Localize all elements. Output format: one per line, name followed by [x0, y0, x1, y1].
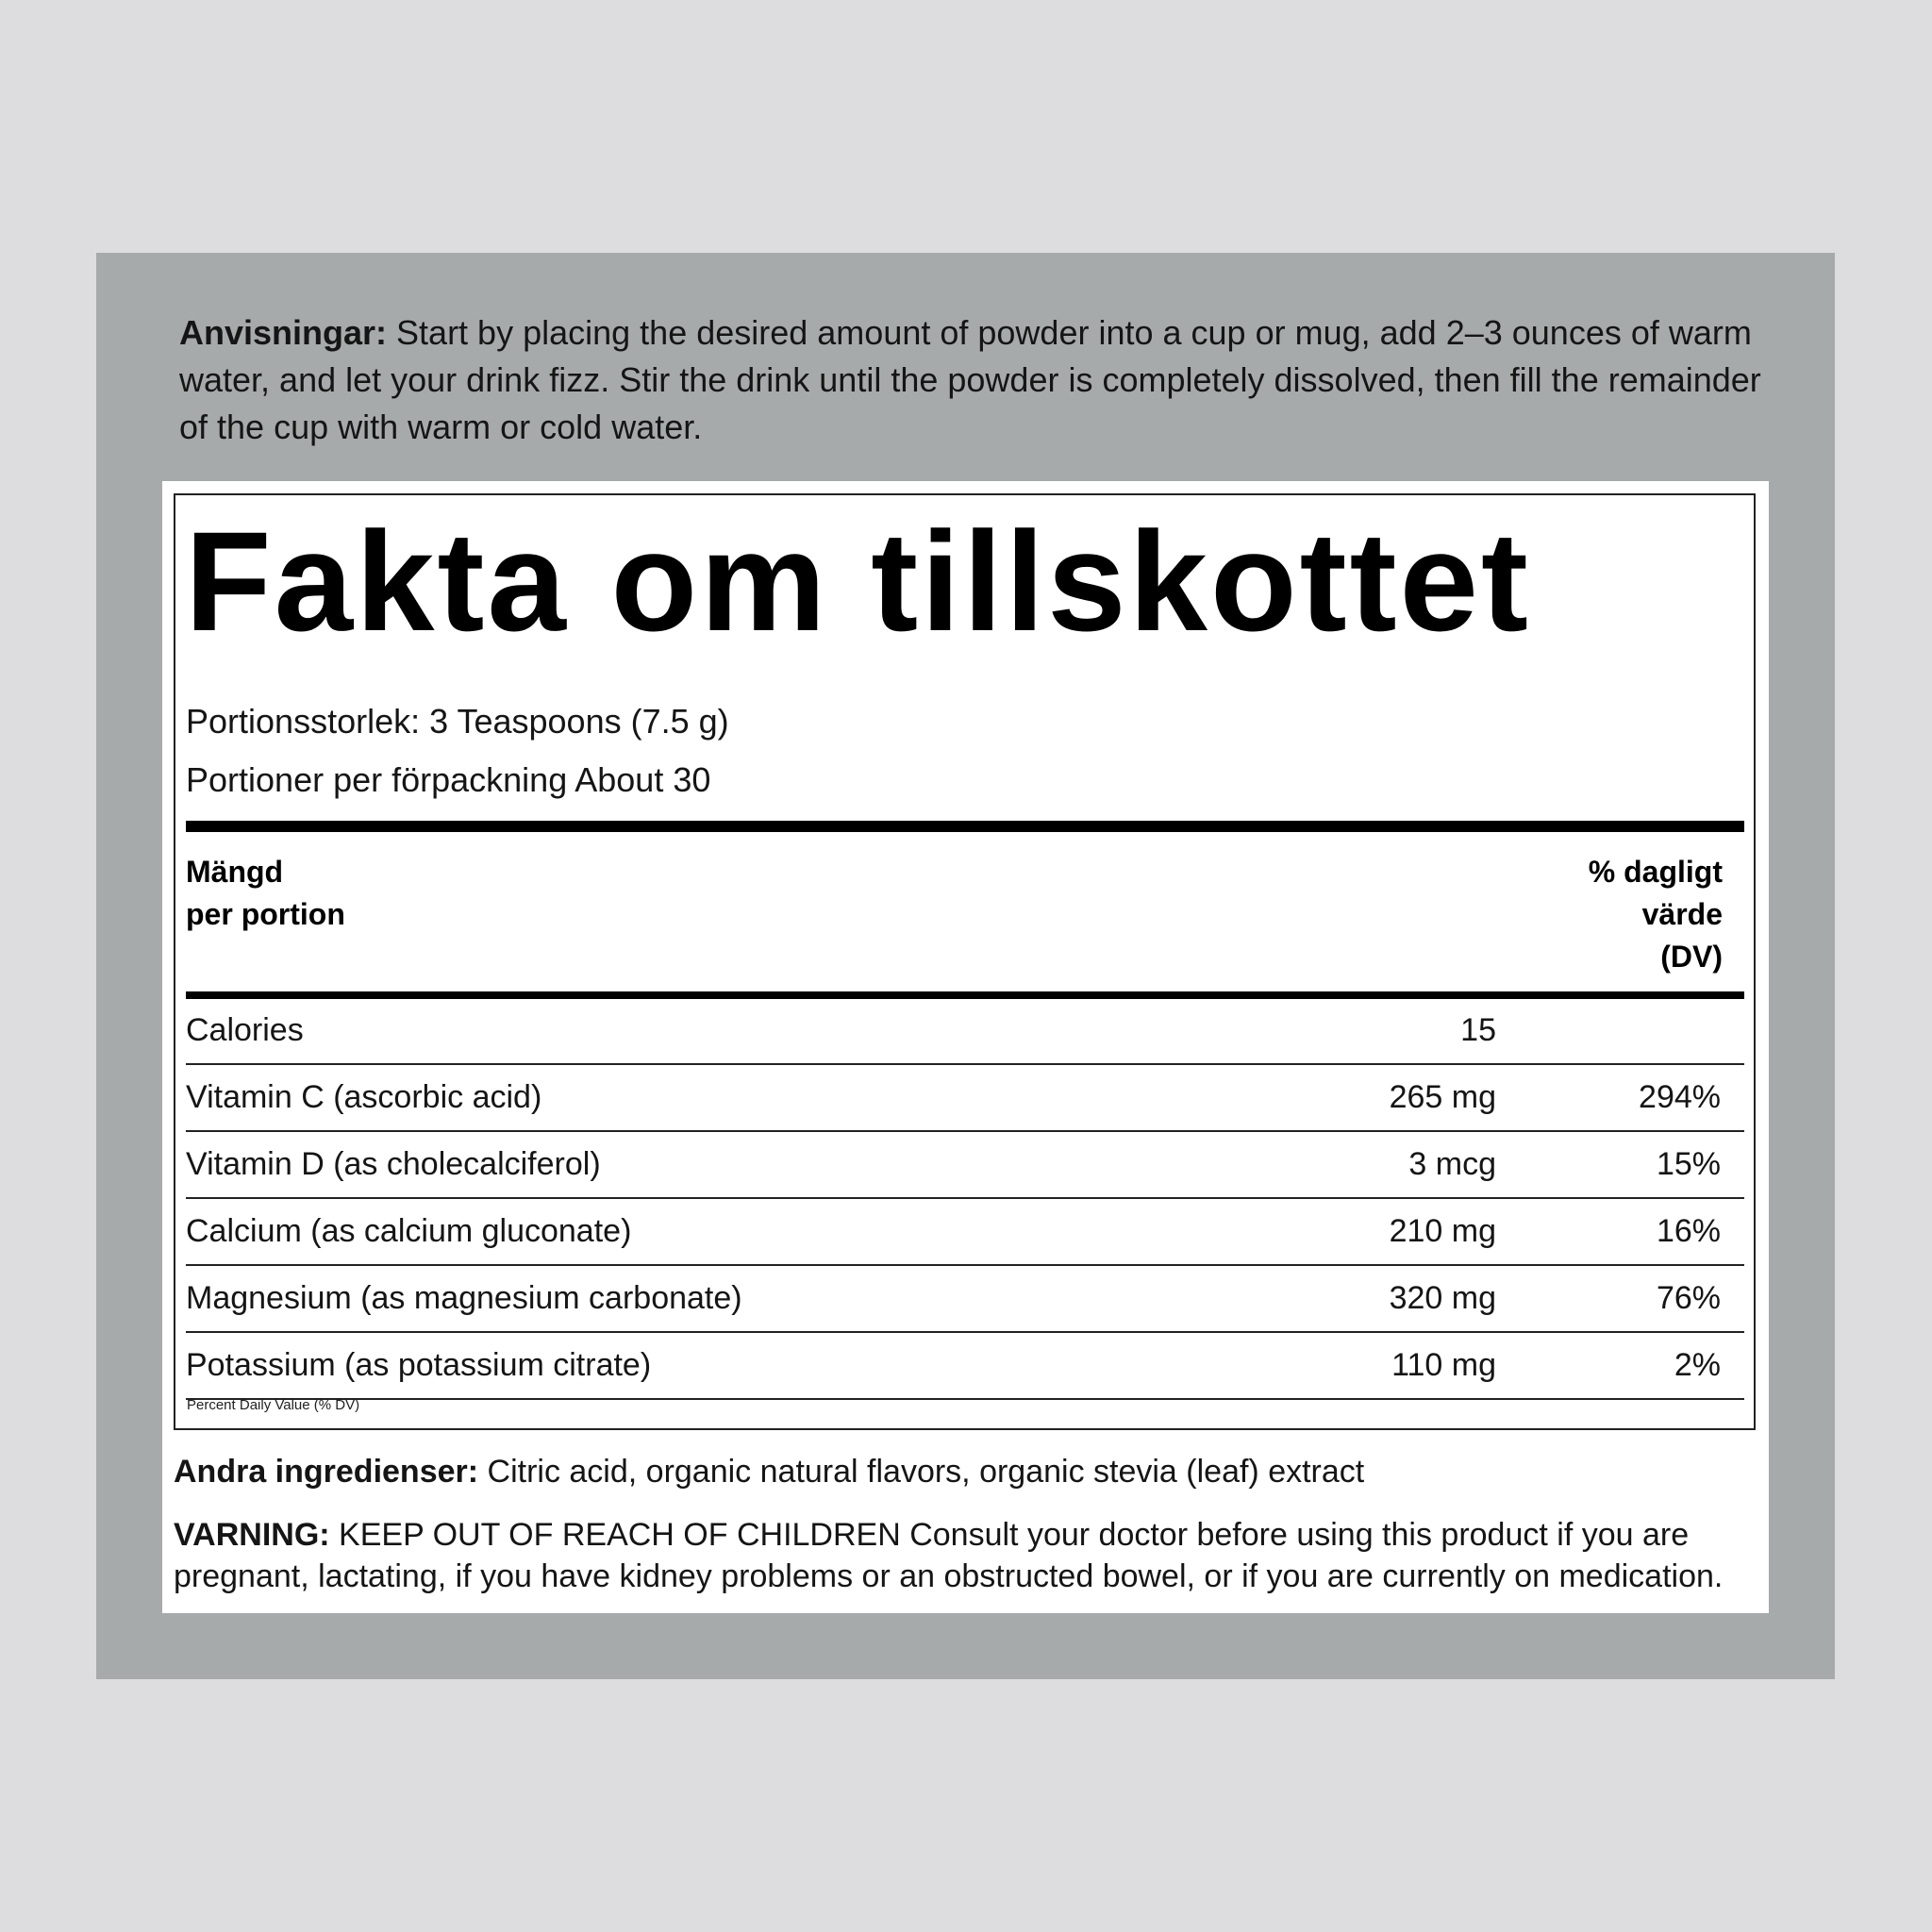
directions-text: [179, 309, 1783, 451]
table-row: [186, 1065, 1744, 1132]
nutrient-name: Vitamin D (as cholecalciferol): [186, 1146, 601, 1182]
nutrient-amount: 320 mg: [1389, 1280, 1496, 1316]
nutrient-amount: 265 mg: [1389, 1079, 1496, 1115]
nutrient-dv: 16%: [1656, 1213, 1721, 1249]
table-row: [186, 1132, 1744, 1199]
nutrient-amount: 3 mcg: [1408, 1146, 1496, 1182]
nutrient-name: Magnesium (as magnesium carbonate): [186, 1280, 742, 1316]
nutrient-dv: 76%: [1656, 1280, 1721, 1316]
dv-footnote: Percent Daily Value (% DV): [187, 1397, 360, 1413]
nutrient-name: Calories: [186, 1012, 304, 1048]
other-ingredients-text: Citric acid, organic natural flavors, organic stevia (leaf) extract: [478, 1454, 1365, 1490]
amount-header-line2: per portion: [186, 897, 345, 931]
table-row: [186, 998, 1744, 1065]
nutrient-name: Calcium (as calcium gluconate): [186, 1213, 632, 1249]
table-row: [186, 1266, 1744, 1333]
amount-per-serving-header: [186, 851, 345, 936]
servings-per-container: Portioner per förpackning About 30: [186, 760, 711, 799]
nutrient-table: [186, 998, 1744, 1400]
nutrient-dv: 294%: [1639, 1079, 1721, 1115]
nutrient-amount: 110 mg: [1391, 1347, 1496, 1383]
table-row: [186, 1199, 1744, 1266]
amount-header-line1: Mängd: [186, 855, 284, 889]
dv-header-line2: värde: [1641, 897, 1723, 931]
warning-body: KEEP OUT OF REACH OF CHILDREN Consult your doctor before using this product if you are pregnant, lactating, if you have kidney problems or an obstructed bowel, or if you are currently on medication.: [174, 1517, 1724, 1594]
nutrient-name: Vitamin C (ascorbic acid): [186, 1079, 542, 1115]
warning-label: VARNING:: [174, 1517, 330, 1553]
directions-body: Start by placing the desired amount of powder into a cup or mug, add 2–3 ounces of warm water, and let your drink fizz. Stir the drink until the powder is completely dissolved, then fill the remainder of the cup with warm or cold water.: [179, 313, 1761, 446]
directions-label: Anvisningar:: [179, 313, 388, 352]
thick-divider-top: [186, 821, 1744, 832]
nutrient-amount: 15: [1460, 1012, 1496, 1048]
nutrient-name: Potassium (as potassium citrate): [186, 1347, 652, 1383]
serving-size: Portionsstorlek: 3 Teaspoons (7.5 g): [186, 702, 729, 741]
table-row: [186, 1333, 1744, 1400]
dv-header-line1: % dagligt: [1588, 855, 1723, 889]
other-ingredients: [174, 1451, 1364, 1492]
nutrient-amount: 210 mg: [1389, 1213, 1496, 1249]
other-ingredients-label: Andra ingredienser:: [174, 1454, 479, 1490]
facts-title: Fakta om tillskottet: [185, 502, 1531, 660]
nutrient-dv: 2%: [1674, 1347, 1721, 1383]
dv-header-line3: (DV): [1660, 940, 1723, 974]
nutrient-dv: 15%: [1656, 1146, 1721, 1182]
warning-text: [174, 1514, 1758, 1597]
daily-value-header: [1589, 851, 1723, 978]
